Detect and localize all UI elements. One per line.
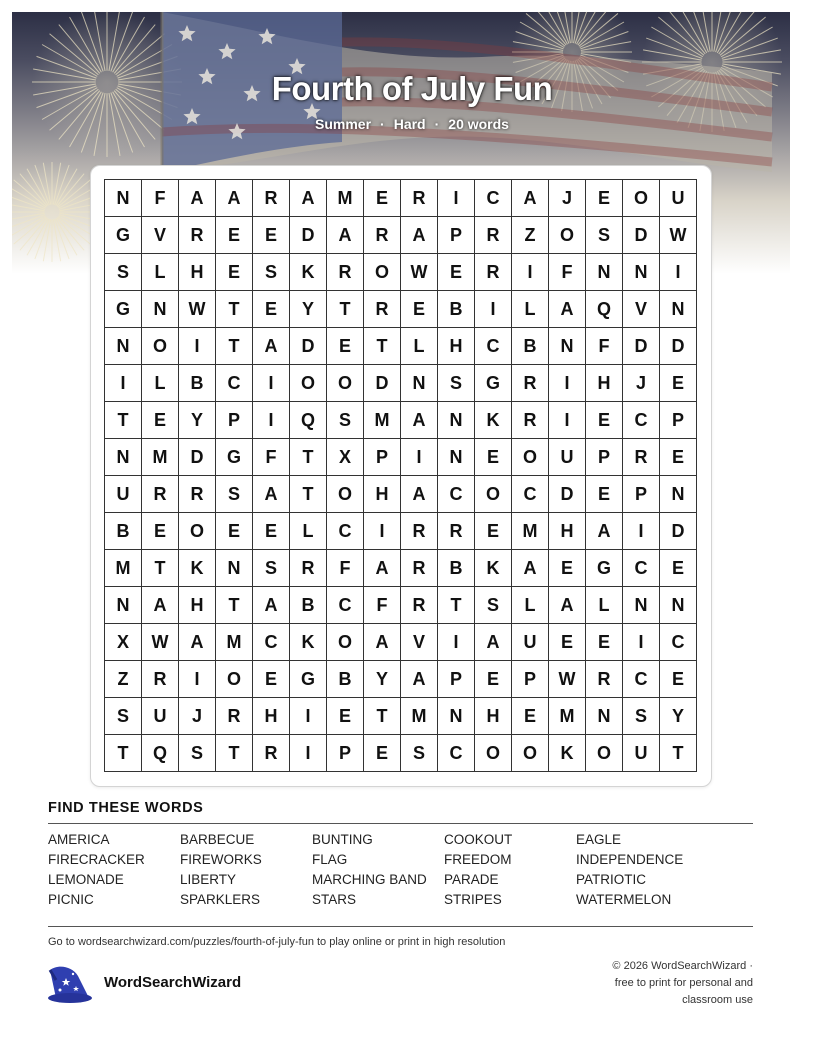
word-list-item: FREEDOM [444, 852, 512, 867]
grid-cell[interactable]: X [105, 624, 142, 661]
grid-cell[interactable]: K [290, 624, 327, 661]
grid-cell[interactable]: S [105, 254, 142, 291]
grid-cell[interactable]: E [660, 365, 697, 402]
grid-cell[interactable]: R [253, 180, 290, 217]
grid-cell[interactable]: T [290, 476, 327, 513]
grid-cell[interactable]: C [438, 735, 475, 772]
grid-cell[interactable]: P [623, 476, 660, 513]
grid-cell[interactable]: W [549, 661, 586, 698]
grid-cell[interactable]: I [401, 439, 438, 476]
grid-cell[interactable]: O [290, 365, 327, 402]
grid-cell[interactable]: H [179, 587, 216, 624]
grid-cell[interactable]: W [401, 254, 438, 291]
grid-cell[interactable]: I [623, 624, 660, 661]
grid-cell[interactable]: W [142, 624, 179, 661]
grid-cell[interactable]: N [549, 328, 586, 365]
grid-cell[interactable]: A [475, 624, 512, 661]
grid-cell[interactable]: E [660, 550, 697, 587]
grid-cell[interactable]: I [290, 735, 327, 772]
grid-cell[interactable]: D [364, 365, 401, 402]
grid-cell[interactable]: A [364, 550, 401, 587]
grid-cell[interactable]: S [179, 735, 216, 772]
grid-cell[interactable]: D [623, 217, 660, 254]
grid-cell[interactable]: E [142, 513, 179, 550]
grid-cell[interactable]: G [290, 661, 327, 698]
grid-cell[interactable]: R [179, 217, 216, 254]
grid-cell[interactable]: P [327, 735, 364, 772]
grid-cell[interactable]: T [660, 735, 697, 772]
word-list-item: BUNTING [312, 832, 373, 847]
grid-cell[interactable]: S [253, 254, 290, 291]
grid-cell[interactable]: B [327, 661, 364, 698]
grid-cell[interactable]: R [512, 365, 549, 402]
grid-cell[interactable]: H [179, 254, 216, 291]
grid-cell[interactable]: B [512, 328, 549, 365]
puzzle-title: Fourth of July Fun [271, 70, 553, 107]
grid-cell[interactable]: C [327, 513, 364, 550]
copyright-notice [563, 958, 753, 1009]
grid-cell[interactable]: E [475, 513, 512, 550]
word-count-label: 20 words [448, 116, 509, 132]
grid-cell[interactable]: E [216, 217, 253, 254]
grid-cell[interactable]: M [216, 624, 253, 661]
grid-cell[interactable]: N [438, 698, 475, 735]
grid-cell[interactable]: S [327, 402, 364, 439]
grid-cell[interactable]: A [253, 587, 290, 624]
grid-cell[interactable]: U [512, 624, 549, 661]
grid-cell[interactable]: A [512, 550, 549, 587]
grid-cell[interactable]: R [327, 254, 364, 291]
grid-cell[interactable]: Y [179, 402, 216, 439]
grid-cell[interactable]: E [475, 661, 512, 698]
grid-cell[interactable]: I [549, 402, 586, 439]
divider [48, 926, 753, 927]
grid-cell[interactable]: P [660, 402, 697, 439]
grid-cell[interactable]: S [401, 735, 438, 772]
divider [48, 823, 753, 824]
grid-cell[interactable]: Y [660, 698, 697, 735]
grid-cell[interactable]: G [475, 365, 512, 402]
grid-cell[interactable]: C [623, 550, 660, 587]
difficulty-label: Hard [393, 116, 426, 132]
grid-cell[interactable]: P [438, 661, 475, 698]
grid-cell[interactable]: B [105, 513, 142, 550]
word-list-item: LEMONADE [48, 872, 124, 887]
grid-cell[interactable]: O [475, 476, 512, 513]
grid-cell[interactable]: O [327, 365, 364, 402]
word-list-item: MARCHING BAND [312, 872, 427, 887]
grid-cell[interactable]: B [438, 291, 475, 328]
grid-cell[interactable]: L [401, 328, 438, 365]
grid-cell[interactable]: A [401, 217, 438, 254]
grid-cell[interactable]: Q [290, 402, 327, 439]
grid-cell[interactable]: T [142, 550, 179, 587]
grid-cell[interactable]: R [475, 254, 512, 291]
grid-cell[interactable]: R [475, 217, 512, 254]
grid-cell[interactable]: P [364, 439, 401, 476]
grid-cell[interactable]: M [142, 439, 179, 476]
grid-cell[interactable]: I [105, 365, 142, 402]
grid-cell[interactable]: H [586, 365, 623, 402]
word-list-item: SPARKLERS [180, 892, 261, 907]
grid-cell[interactable]: M [105, 550, 142, 587]
grid-cell[interactable]: I [512, 254, 549, 291]
grid-cell[interactable]: R [401, 513, 438, 550]
grid-cell[interactable]: E [253, 661, 290, 698]
grid-cell[interactable]: Z [512, 217, 549, 254]
grid-cell[interactable]: T [364, 698, 401, 735]
grid-cell[interactable]: E [438, 254, 475, 291]
grid-cell[interactable]: A [401, 661, 438, 698]
grid-cell[interactable]: U [105, 476, 142, 513]
grid-cell[interactable]: G [586, 550, 623, 587]
grid-cell[interactable]: P [586, 439, 623, 476]
grid-cell[interactable]: E [549, 550, 586, 587]
grid-cell[interactable]: F [327, 550, 364, 587]
grid-cell[interactable]: E [364, 735, 401, 772]
grid-cell[interactable]: F [142, 180, 179, 217]
grid-cell[interactable]: S [623, 698, 660, 735]
grid-cell[interactable]: H [364, 476, 401, 513]
grid-cell[interactable]: L [512, 291, 549, 328]
grid-cell[interactable]: T [216, 291, 253, 328]
word-list-item: PICNIC [48, 892, 94, 907]
grid-cell[interactable]: U [549, 439, 586, 476]
grid-cell[interactable]: C [623, 661, 660, 698]
grid-cell[interactable]: H [475, 698, 512, 735]
grid-cell[interactable]: K [549, 735, 586, 772]
grid-cell[interactable]: E [253, 291, 290, 328]
grid-cell[interactable]: N [438, 402, 475, 439]
grid-cell[interactable]: O [327, 624, 364, 661]
grid-cell[interactable]: G [105, 291, 142, 328]
grid-cell[interactable]: U [660, 180, 697, 217]
grid-cell[interactable]: R [586, 661, 623, 698]
grid-cell[interactable]: I [475, 291, 512, 328]
grid-cell[interactable]: I [438, 180, 475, 217]
word-list-item: LIBERTY [180, 872, 237, 887]
grid-cell[interactable]: B [438, 550, 475, 587]
grid-cell[interactable]: I [623, 513, 660, 550]
grid-cell[interactable]: K [290, 254, 327, 291]
grid-cell[interactable]: A [253, 328, 290, 365]
word-list-item: INDEPENDENCE [576, 852, 684, 867]
grid-cell[interactable]: F [364, 587, 401, 624]
grid-cell[interactable]: O [179, 513, 216, 550]
grid-cell[interactable]: R [512, 402, 549, 439]
grid-cell[interactable]: P [438, 217, 475, 254]
grid-cell[interactable]: N [105, 328, 142, 365]
grid-cell[interactable]: E [586, 476, 623, 513]
word-list-item: STRIPES [444, 892, 502, 907]
grid-cell[interactable]: C [438, 476, 475, 513]
play-online-link[interactable]: Go to wordsearchwizard.com/puzzles/fourth-of-july-fun to play online or print in high resolution [48, 936, 506, 948]
grid-cell[interactable]: T [105, 735, 142, 772]
grid-cell[interactable]: O [327, 476, 364, 513]
grid-cell[interactable]: C [216, 365, 253, 402]
grid-cell[interactable]: A [549, 587, 586, 624]
grid-cell[interactable]: N [105, 587, 142, 624]
grid-cell[interactable]: I [253, 365, 290, 402]
grid-cell[interactable]: S [105, 698, 142, 735]
grid-cell[interactable]: D [290, 217, 327, 254]
grid-cell[interactable]: M [512, 513, 549, 550]
brand-name: WordSearchWizard [104, 974, 242, 991]
grid-cell[interactable]: E [660, 439, 697, 476]
grid-cell[interactable]: Y [364, 661, 401, 698]
grid-cell[interactable]: H [549, 513, 586, 550]
word-list-item: FIREWORKS [180, 852, 262, 867]
word-list-item: FLAG [312, 852, 348, 867]
grid-cell[interactable]: R [364, 217, 401, 254]
grid-cell[interactable]: I [179, 661, 216, 698]
grid-cell[interactable]: T [216, 735, 253, 772]
grid-cell[interactable]: E [586, 624, 623, 661]
grid-cell[interactable]: H [253, 698, 290, 735]
grid-cell[interactable]: N [401, 365, 438, 402]
grid-cell[interactable]: E [401, 291, 438, 328]
word-list-item: BARBECUE [180, 832, 255, 847]
grid-cell[interactable]: R [290, 550, 327, 587]
grid-cell[interactable]: N [105, 180, 142, 217]
grid-cell[interactable]: L [290, 513, 327, 550]
grid-cell[interactable]: M [364, 402, 401, 439]
grid-cell[interactable]: E [512, 698, 549, 735]
grid-cell[interactable]: E [253, 513, 290, 550]
grid-cell[interactable]: N [438, 439, 475, 476]
grid-cell[interactable]: F [549, 254, 586, 291]
grid-cell[interactable]: E [586, 402, 623, 439]
grid-cell[interactable]: L [512, 587, 549, 624]
grid-cell[interactable]: X [327, 439, 364, 476]
wizard-hat-icon [44, 962, 94, 1009]
grid-cell[interactable]: F [253, 439, 290, 476]
grid-cell[interactable]: C [660, 624, 697, 661]
grid-cell[interactable]: S [586, 217, 623, 254]
grid-cell[interactable]: B [290, 587, 327, 624]
separator: · [434, 116, 440, 132]
grid-cell[interactable]: S [475, 587, 512, 624]
grid-cell[interactable]: C [512, 476, 549, 513]
grid-cell[interactable]: Q [142, 735, 179, 772]
grid-cell[interactable]: U [142, 698, 179, 735]
word-list-item: WATERMELON [576, 892, 672, 907]
word-list-item: PARADE [444, 872, 499, 887]
grid-cell[interactable]: C [475, 328, 512, 365]
grid-cell[interactable]: I [253, 402, 290, 439]
grid-cell[interactable]: R [623, 439, 660, 476]
grid-cell[interactable]: R [401, 550, 438, 587]
copyright-line: © 2026 WordSearchWizard · [612, 960, 753, 972]
grid-cell[interactable]: M [549, 698, 586, 735]
grid-cell[interactable]: M [327, 180, 364, 217]
grid-cell[interactable]: E [327, 698, 364, 735]
grid-cell[interactable]: Y [290, 291, 327, 328]
grid-cell[interactable]: A [512, 180, 549, 217]
grid-cell[interactable]: V [142, 217, 179, 254]
grid-cell[interactable]: R [401, 180, 438, 217]
grid-cell[interactable]: R [401, 587, 438, 624]
grid-cell[interactable]: A [253, 476, 290, 513]
grid-cell[interactable]: L [142, 365, 179, 402]
grid-cell[interactable]: M [401, 698, 438, 735]
word-list [48, 832, 708, 908]
grid-cell[interactable]: A [142, 587, 179, 624]
grid-cell[interactable]: C [623, 402, 660, 439]
grid-cell[interactable]: N [216, 550, 253, 587]
grid-cell[interactable]: O [549, 217, 586, 254]
grid-cell[interactable]: R [179, 476, 216, 513]
grid-cell[interactable]: O [512, 735, 549, 772]
grid-cell[interactable]: D [623, 328, 660, 365]
letter-grid [104, 179, 697, 772]
grid-cell[interactable]: W [660, 217, 697, 254]
grid-cell[interactable]: W [179, 291, 216, 328]
grid-cell[interactable]: A [549, 291, 586, 328]
grid-cell[interactable]: T [327, 291, 364, 328]
grid-cell[interactable]: G [105, 217, 142, 254]
grid-cell[interactable]: I [438, 624, 475, 661]
grid-cell[interactable]: T [216, 587, 253, 624]
grid-cell[interactable]: R [253, 735, 290, 772]
grid-cell[interactable]: D [290, 328, 327, 365]
grid-cell[interactable]: E [216, 513, 253, 550]
grid-cell[interactable]: F [586, 328, 623, 365]
grid-cell[interactable]: E [253, 217, 290, 254]
grid-cell[interactable]: V [401, 624, 438, 661]
grid-cell[interactable]: O [216, 661, 253, 698]
grid-cell[interactable]: N [623, 254, 660, 291]
grid-cell[interactable]: T [364, 328, 401, 365]
grid-cell[interactable]: D [660, 328, 697, 365]
word-list-item: AMERICA [48, 832, 110, 847]
grid-cell[interactable]: E [327, 328, 364, 365]
grid-cell[interactable]: C [327, 587, 364, 624]
separator: · [380, 116, 385, 132]
grid-cell[interactable]: A [179, 180, 216, 217]
grid-cell[interactable]: Z [105, 661, 142, 698]
grid-cell[interactable]: O [142, 328, 179, 365]
grid-cell[interactable]: E [364, 180, 401, 217]
grid-cell[interactable]: K [475, 550, 512, 587]
grid-cell[interactable]: A [364, 624, 401, 661]
grid-cell[interactable]: A [586, 513, 623, 550]
grid-cell[interactable]: N [586, 254, 623, 291]
grid-cell[interactable]: A [401, 402, 438, 439]
word-list-item: PATRIOTIC [576, 872, 646, 887]
grid-cell[interactable]: N [660, 587, 697, 624]
grid-cell[interactable]: S [438, 365, 475, 402]
grid-cell[interactable]: E [216, 254, 253, 291]
grid-cell[interactable]: J [179, 698, 216, 735]
copyright-line: classroom use [682, 994, 753, 1006]
grid-cell[interactable]: J [549, 180, 586, 217]
grid-cell[interactable]: L [586, 587, 623, 624]
grid-cell[interactable]: P [216, 402, 253, 439]
grid-cell[interactable]: O [586, 735, 623, 772]
grid-cell[interactable]: E [586, 180, 623, 217]
grid-cell[interactable]: D [179, 439, 216, 476]
grid-cell[interactable]: C [475, 180, 512, 217]
grid-cell[interactable]: V [623, 291, 660, 328]
copyright-line: free to print for personal and [614, 977, 753, 989]
grid-cell[interactable]: Q [586, 291, 623, 328]
grid-cell[interactable]: O [623, 180, 660, 217]
grid-cell[interactable]: A [216, 180, 253, 217]
word-list-item: FIRECRACKER [48, 852, 145, 867]
grid-cell[interactable]: K [179, 550, 216, 587]
grid-cell[interactable]: T [290, 439, 327, 476]
grid-cell[interactable]: A [401, 476, 438, 513]
grid-cell[interactable]: R [438, 513, 475, 550]
grid-cell[interactable]: E [142, 402, 179, 439]
grid-cell[interactable]: D [660, 513, 697, 550]
grid-cell[interactable]: I [179, 328, 216, 365]
grid-cell[interactable]: T [105, 402, 142, 439]
grid-cell[interactable]: I [549, 365, 586, 402]
grid-cell[interactable]: I [290, 698, 327, 735]
grid-cell[interactable]: O [364, 254, 401, 291]
word-list-item: EAGLE [576, 832, 622, 847]
word-list-item: COOKOUT [444, 832, 513, 847]
grid-cell[interactable]: I [364, 513, 401, 550]
category-label: Summer [315, 116, 372, 132]
grid-cell[interactable]: C [253, 624, 290, 661]
grid-cell[interactable]: U [623, 735, 660, 772]
grid-cell[interactable]: G [216, 439, 253, 476]
grid-cell[interactable]: N [660, 291, 697, 328]
grid-cell[interactable]: N [142, 291, 179, 328]
grid-cell[interactable]: K [475, 402, 512, 439]
grid-cell[interactable]: J [623, 365, 660, 402]
grid-cell[interactable]: R [142, 661, 179, 698]
word-list-item: STARS [312, 892, 357, 907]
grid-cell[interactable]: I [660, 254, 697, 291]
grid-cell[interactable]: R [142, 476, 179, 513]
grid-cell[interactable]: B [179, 365, 216, 402]
grid-cell[interactable]: R [216, 698, 253, 735]
puzzle-meta [12, 116, 790, 132]
word-list-heading: FIND THESE WORDS [48, 800, 204, 816]
grid-cell[interactable]: N [586, 698, 623, 735]
grid-cell[interactable]: O [512, 439, 549, 476]
grid-cell[interactable]: R [364, 291, 401, 328]
grid-cell[interactable]: S [253, 550, 290, 587]
grid-cell[interactable]: A [179, 624, 216, 661]
grid-cell[interactable]: A [290, 180, 327, 217]
grid-cell[interactable]: N [105, 439, 142, 476]
grid-cell[interactable]: O [475, 735, 512, 772]
grid-cell[interactable]: T [216, 328, 253, 365]
grid-cell[interactable]: D [549, 476, 586, 513]
grid-cell[interactable]: S [216, 476, 253, 513]
grid-cell[interactable]: T [438, 587, 475, 624]
grid-cell[interactable]: E [475, 439, 512, 476]
grid-cell[interactable]: N [660, 476, 697, 513]
firework-burst [12, 162, 102, 262]
grid-cell[interactable]: E [660, 661, 697, 698]
grid-cell[interactable]: E [549, 624, 586, 661]
grid-cell[interactable]: H [438, 328, 475, 365]
grid-cell[interactable]: L [142, 254, 179, 291]
grid-cell[interactable]: A [327, 217, 364, 254]
grid-cell[interactable]: P [512, 661, 549, 698]
grid-cell[interactable]: N [623, 587, 660, 624]
